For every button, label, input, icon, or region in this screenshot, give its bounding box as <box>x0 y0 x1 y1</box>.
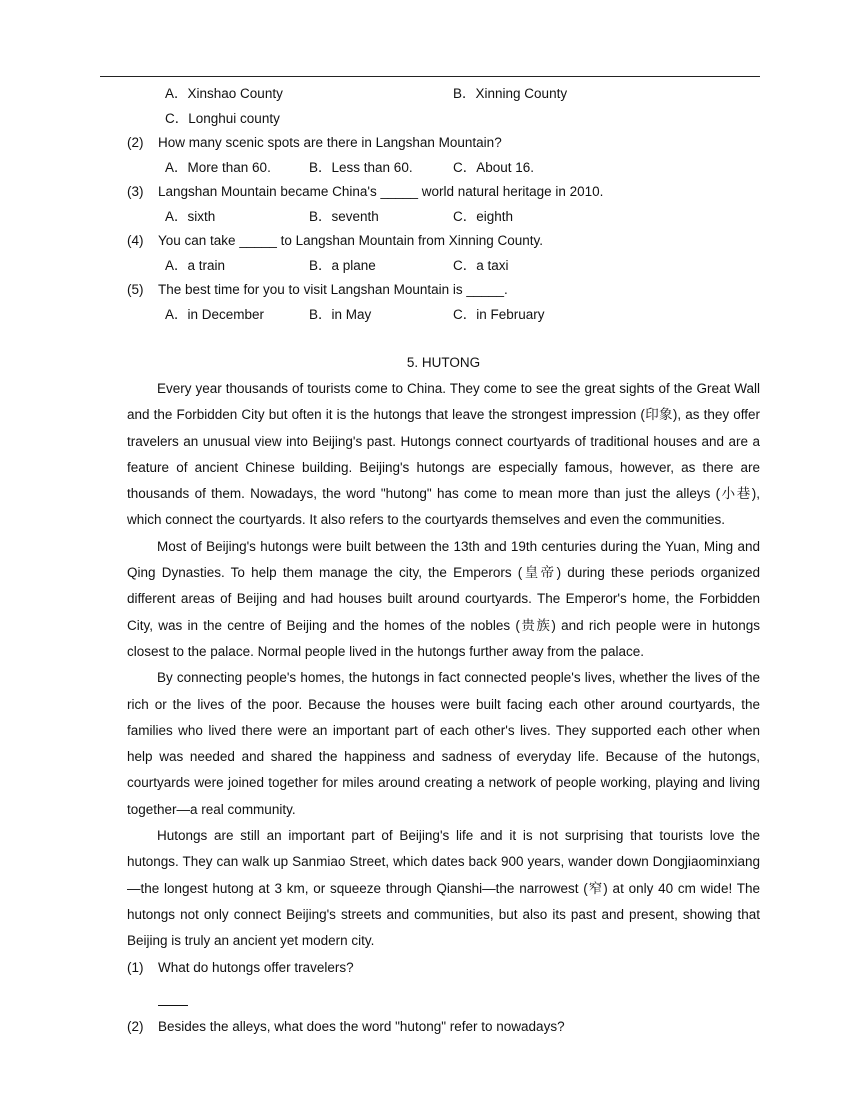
passage-title: 5. HUTONG <box>406 355 481 370</box>
question-number: (2) <box>127 1018 144 1034</box>
page-content <box>127 82 760 1040</box>
passage-paragraph: Hutongs are still an important part of Beijing's life and it is not surprising that tourists love the hutongs. They can walk up Sanmiao Street, which dates back 900 years, wander down Dongjiaominxiang—the longest hutong at 3 km, or squeeze through Qianshi—the narrowest (窄) at only 40 cm wide! The hutongs not only connect Beijing's streets and communities, but also its past and present, showing that Beijing is truly an ancient yet modern city. <box>127 828 760 949</box>
option-row <box>127 303 760 328</box>
option-row <box>127 82 760 107</box>
option-a: A．a train <box>165 257 226 273</box>
option-row <box>127 156 760 181</box>
section-spacer <box>127 327 760 350</box>
question-row <box>127 278 760 303</box>
question-text: Besides the alleys, what does the word "hutong" refer to nowadays? <box>158 1018 565 1034</box>
passage-paragraph: Most of Beijing's hutongs were built between the 13th and 19th centuries during the Yuan, Ming and Qing Dynasties. To help them manage the city, the Emperors (皇帝) during these periods organized different areas of Beijing and had houses built around courtyards. The Emperor's home, the Forbidden City, was in the centre of Beijing and the homes of the nobles (贵族) and rich people were in hutongs closest to the palace. Normal people lived in the hutongs further away from the palace. <box>127 538 760 659</box>
option-a: A．in December <box>165 306 265 322</box>
question-row <box>127 955 760 981</box>
option-c: C．a taxi <box>453 257 509 273</box>
passage-paragraph: Every year thousands of tourists come to China. They come to see the great sights of the Great Wall and the Forbidden City but often it is the hutongs that leave the strongest impression (印象), as they offer travelers an unusual view into Beijing's past. Hutongs connect courtyards of traditional houses and are a feature of ancient Chinese building. Beijing's hutongs are especially famous, however, as there are thousands of them. Nowadays, the word "hutong" has come to mean more than just the alleys (小巷), which connect the courtyards. It also refers to the courtyards themselves and even the communities. <box>127 381 760 528</box>
option-c: C．in February <box>453 306 545 322</box>
question-number: (3) <box>127 184 144 200</box>
option-c: C．eighth <box>453 208 514 224</box>
answer-line <box>158 1005 188 1006</box>
question-row <box>127 229 760 254</box>
answer-blank[interactable] <box>158 981 760 1014</box>
question-number: (4) <box>127 233 144 249</box>
option-row <box>127 107 760 132</box>
question-row <box>127 1014 760 1040</box>
passage-paragraph: By connecting people's homes, the hutongs in fact connected people's lives, whether the lives of the rich or the lives of the poor. Because the houses were built facing each other around courtyards, the families who lived there were an important part of each other's lives. They supported each other when help was needed and shared the happiness and sadness of everyday life. Because of the hutongs, courtyards were joined together for miles around creating a network of people working, playing and living together—a real community. <box>127 670 760 817</box>
question-number: (2) <box>127 135 144 151</box>
question-text: The best time for you to visit Langshan Mountain is _____. <box>158 282 508 298</box>
question-row <box>127 180 760 205</box>
option-b: B．a plane <box>309 257 376 273</box>
question-number: (1) <box>127 959 144 975</box>
header-rule <box>100 76 760 77</box>
question-text: What do hutongs offer travelers? <box>158 959 354 975</box>
option-a: A．sixth <box>165 208 216 224</box>
option-c: C．About 16. <box>453 159 535 175</box>
question-row <box>127 131 760 156</box>
option-b: B．Less than 60. <box>309 159 413 175</box>
question-number: (5) <box>127 282 144 298</box>
option-row <box>127 254 760 279</box>
question-text: How many scenic spots are there in Langshan Mountain? <box>158 135 502 151</box>
option-a: A．Xinshao County <box>165 86 283 101</box>
option-b: B．Xinning County <box>453 86 568 101</box>
question-text: You can take _____ to Langshan Mountain from Xinning County. <box>158 233 544 249</box>
option-row <box>127 205 760 230</box>
option-b: B．seventh <box>309 208 379 224</box>
question-text: Langshan Mountain became China's _____ world natural heritage in 2010. <box>158 184 604 200</box>
option-c: C．Longhui county <box>165 110 280 126</box>
option-a: A．More than 60. <box>165 159 271 175</box>
option-b: B．in May <box>309 306 372 322</box>
